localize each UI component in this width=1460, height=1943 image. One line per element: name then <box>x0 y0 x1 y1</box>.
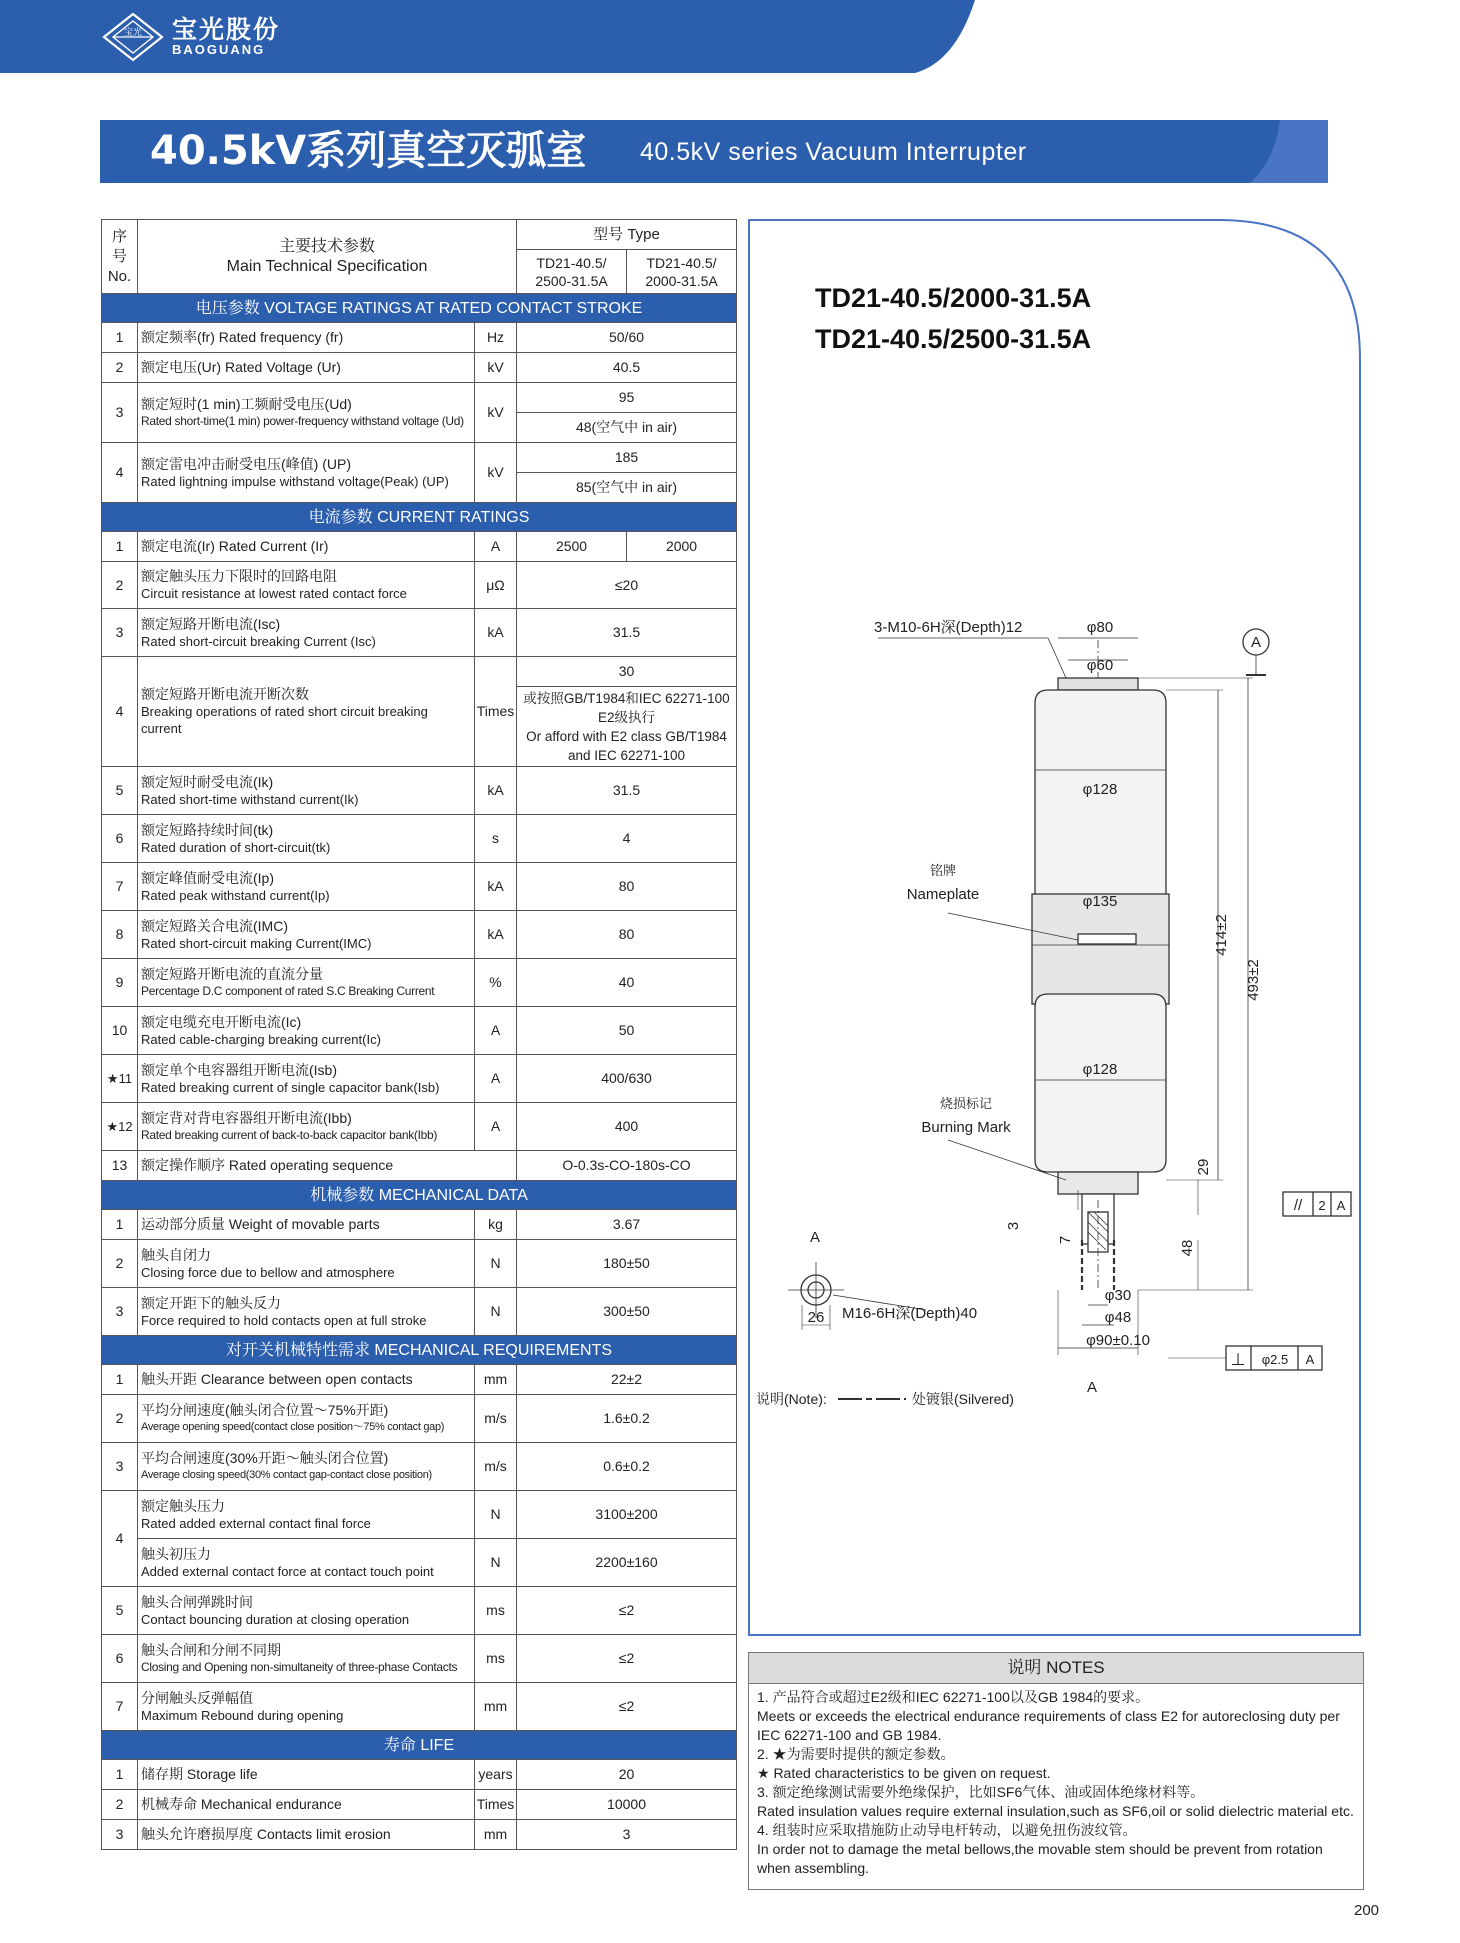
table-row: 2 平均分闸速度(触头闭合位置～75%开距) Average opening speed(contact close position～75% contact gap) m/s 1.6±0.2 <box>102 1395 737 1443</box>
note-1-cn: 1. 产品符合或超过E2级和IEC 62271-100以及GB 1984的要求。 <box>757 1689 1150 1705</box>
type-b-line1: TD21-40.5/ <box>646 254 717 271</box>
notes-box <box>748 1652 1364 1890</box>
note-3-cn: 3. 额定绝缘测试需要外绝缘保护，比如SF6气体、油或固体绝缘材料等。 <box>757 1784 1205 1800</box>
svg-text:宝光: 宝光 <box>123 27 143 37</box>
page-number: 200 <box>1354 1902 1380 1919</box>
col-spec-en: Main Technical Specification <box>226 257 428 275</box>
table-row: 1 额定频率(fr) Rated frequency (fr) Hz 50/60 <box>102 323 737 353</box>
table-row: 7 额定峰值耐受电流(Ip) Rated peak withstand current(Ip) kA 80 <box>102 863 737 911</box>
svg-text:φ2.5: φ2.5 <box>1261 1352 1289 1367</box>
note-1-en: Meets or exceeds the electrical endurance requirements of class E2 for autoreclosing duty per IEC 62271-100 and GB 1984. <box>757 1708 1340 1743</box>
note-2-en: ★ Rated characteristics to be given on request. <box>757 1765 1051 1781</box>
table-row: 3 额定开距下的触头反力 Force required to hold contacts open at full stroke N 300±50 <box>102 1288 737 1336</box>
table-row: 13 额定操作顺序 Rated operating sequence O-0.3s-CO-180s-CO <box>102 1151 737 1181</box>
page-title-en: 40.5kV series Vacuum Interrupter <box>640 138 1027 166</box>
table-row: 5 触头合闸弹跳时间 Contact bouncing duration at closing operation ms ≤2 <box>102 1587 737 1635</box>
table-row: ★12 额定背对背电容器组开断电流(Ibb) Rated breaking current of back-to-back capacitor bank(Ibb) A 400 <box>102 1103 737 1151</box>
type-a-line1: TD21-40.5/ <box>536 254 607 271</box>
table-row: 1 触头开距 Clearance between open contacts mm 22±2 <box>102 1365 737 1395</box>
table-row: 4 额定雷电冲击耐受电压(峰值) (UP) Rated lightning impulse withstand voltage(Peak) (UP) kV 185 <box>102 443 737 473</box>
col-spec-cn: 主要技术参数 <box>279 237 376 255</box>
type-b-line2: 2000-31.5A <box>645 272 718 289</box>
note-2-cn: 2. ★为需要时提供的额定参数。 <box>757 1746 955 1762</box>
note-3-en: Rated insulation values require external insulation,such as SF6,oil or solid dielectric material etc. <box>757 1803 1354 1819</box>
svg-text:处镀银(Silvered): 处镀银(Silvered) <box>912 1391 1014 1407</box>
svg-text:26: 26 <box>807 1309 825 1326</box>
table-row: 6 额定短路持续时间(tk) Rated duration of short-circuit(tk) s 4 <box>102 815 737 863</box>
svg-text:φ135: φ135 <box>1082 893 1118 910</box>
logo-text-en: BAOGUANG <box>172 42 266 57</box>
table-row: 3 额定短路开断电流(Isc) Rated short-circuit breaking Current (Isc) kA 31.5 <box>102 609 737 657</box>
section-voltage: 电压参数 VOLTAGE RATINGS AT RATED CONTACT STROKE <box>102 294 737 323</box>
section-life: 寿命 LIFE <box>102 1731 737 1760</box>
svg-text:A: A <box>809 1229 821 1246</box>
svg-text:3-M10-6H深(Depth)12: 3-M10-6H深(Depth)12 <box>874 619 1023 636</box>
svg-text:48: 48 <box>1179 1239 1196 1257</box>
svg-text:φ128: φ128 <box>1082 1061 1118 1078</box>
table-row: 7 分闸触头反弹幅值 Maximum Rebound during opening mm ≤2 <box>102 1683 737 1731</box>
svg-text:A: A <box>1086 1379 1098 1396</box>
svg-text:3: 3 <box>1005 1221 1022 1231</box>
model-name-1: TD21-40.5/2000-31.5A <box>815 283 1092 313</box>
svg-text:7: 7 <box>1057 1235 1074 1245</box>
logo-text-cn: 宝光股份 <box>172 15 281 44</box>
table-row: ★11 额定单个电容器组开断电流(Isb) Rated breaking current of single capacitor bank(Isb) A 400/630 <box>102 1055 737 1103</box>
svg-text:φ48: φ48 <box>1104 1309 1132 1326</box>
note-4-en: In order not to damage the metal bellows,the movable stem should be prevent from rotation when assembling. <box>757 1841 1323 1876</box>
table-row: 2 机械寿命 Mechanical endurance Times 10000 <box>102 1790 737 1820</box>
table-row: 1 额定电流(Ir) Rated Current (Ir) A 2500 2000 <box>102 532 737 562</box>
table-row: 8 额定短路关合电流(IMC) Rated short-circuit making Current(IMC) kA 80 <box>102 911 737 959</box>
svg-text:M16-6H深(Depth)40: M16-6H深(Depth)40 <box>842 1305 978 1322</box>
col-no-cn: 序号 <box>111 227 127 265</box>
table-row: 10 额定电缆充电开断电流(Ic) Rated cable-charging breaking current(Ic) A 50 <box>102 1007 737 1055</box>
svg-text:说明(Note):: 说明(Note): <box>756 1391 827 1407</box>
svg-text:φ60: φ60 <box>1086 657 1114 674</box>
page-title-cn: 40.5kV系列真空灭弧室 <box>150 128 587 174</box>
note-4-cn: 4. 组装时应采取措施防止动导电杆转动，以避免扭伤波纹管。 <box>757 1822 1137 1838</box>
col-type: 型号 Type <box>517 220 737 250</box>
svg-text:2: 2 <box>1318 1198 1326 1213</box>
table-header-row <box>102 220 737 250</box>
svg-text:29: 29 <box>1195 1158 1212 1176</box>
table-row: 6 触头合闸和分闸不同期 Closing and Opening non-simultaneity of three-phase Contacts ms ≤2 <box>102 1635 737 1683</box>
svg-text:A: A <box>1250 634 1262 651</box>
svg-text:φ80: φ80 <box>1086 619 1114 636</box>
table-row: 2 触头自闭力 Closing force due to bellow and atmosphere N 180±50 <box>102 1240 737 1288</box>
svg-text:φ128: φ128 <box>1082 781 1118 798</box>
type-a-line2: 2500-31.5A <box>535 272 608 289</box>
svg-text:414±2: 414±2 <box>1213 914 1230 956</box>
svg-text:493±2: 493±2 <box>1245 959 1262 1001</box>
svg-text://: // <box>1293 1197 1303 1214</box>
table-row: 3 额定短时(1 min)工频耐受电压(Ud) Rated short-time(1 min) power-frequency withstand voltage (Ud) kV 95 <box>102 383 737 413</box>
company-logo <box>102 12 280 62</box>
section-requirements: 对开关机械特性需求 MECHANICAL REQUIREMENTS <box>102 1336 737 1365</box>
svg-text:烧损标记: 烧损标记 <box>939 1096 993 1111</box>
table-row: 9 额定短路开断电流的直流分量 Percentage D.C component of rated S.C Breaking Current % 40 <box>102 959 737 1007</box>
svg-text:φ90±0.10: φ90±0.10 <box>1086 1332 1150 1349</box>
table-row: 5 额定短时耐受电流(Ik) Rated short-time withstand current(Ik) kA 31.5 <box>102 767 737 815</box>
logo-seal-icon <box>102 12 164 62</box>
spec-table: 序号 No. 主要技术参数 Main Technical Specification 型号 Type TD21-40.5/ 2500-31.5A TD21-40.5/ 2000-31.5A 电压参数 VOLTAGE RATINGS AT RATED CONTACT STROKE 1 额定频率(fr) Rated frequency (fr) Hz 50/60 2 额定电压(Ur) Rated Voltage (Ur) kV 40.5 3 额定短时(1 min)工频耐受电压(Ud) Rated short-time(1 min) power-frequency withstand voltage (Ud) kV 95 48(空气中 in air) 4 额定雷电冲击耐受电压(峰值) (UP) Rated lightning impulse withstand voltage(Peak) (UP) kV 185 85(空气中 in air) 电流参数 CURRENT RATINGS 1 额定电流(Ir) Rated Current (Ir) A 2500 2000 2 额定触头压力下限时的回路电阻 Circuit resistance at lowest rated contact force μΩ ≤20 3 额定短路开断电流(Isc) Rated short-circuit breaking Current (Isc) kA 31.5 4 额定短路开断电流开断次数 Breaking operations of rated short circuit breaking current Times 30 或按照GB/T1984和IEC 62271-100 E2级执行 Or afford with E2 class GB/T1984 and IEC 62271-100 5 额定短时耐受电流(Ik) Rated short-time withstand current(Ik) kA 31.5 6 额定短路持续时间(tk) Rated duration of short-circuit(tk) s 4 7 额定峰值耐受电流(Ip) Rated peak withstand current(Ip) kA 80 8 额定短路关合电流(IMC) Rated short-circuit making Current(IMC) kA 80 9 额定短路开断电流的直流分量 Percentage D.C component of rated S.C Breaking Current % 40 10 额定电缆充电开断电流(Ic) Rated cable-charging breaking current(Ic) A 50 ★11 额定单个电容器组开断电流(Isb) Rated breaking current of single capacitor bank(Isb) A 400/630 ★12 额定背对背电容器组开断电流(Ibb) Rated breaking current of back-to-back capacitor bank(Ibb) A 400 13 额定操作顺序 Rated operating sequence O-0.3s-CO-180s-CO 机械参数 MECHANICAL DATA 1 运动部分质量 Weight of movable parts kg 3.67 2 触头自闭力 Closing force due to bellow and atmosphere N 180±50 3 额定开距下的触头反力 Force required to hold contacts open at full stroke N 300±50 对开关机械特性需求 MECHANICAL REQUIREMENTS 1 触头开距 Clearance between open contacts mm 22±2 2 平均分闸速度(触头闭合位置～75%开距) Average opening speed(contact close position～75% contact gap) m/s 1.6±0.2 3 平均合闸速度(30%开距～触头闭合位置) Average closing speed(30% contact gap-contact close position) m/s 0.6±0.2 4 额定触头压力 Rated added external contact final force N 3100±200 触头初压力 Added external contact force at contact touch point N 2200±160 5 触头合闸弹跳时间 Contact bouncing duration at closing operation ms ≤2 6 触头合闸和分闸不同期 Closing and Opening non-simultaneity of three-phase Contacts ms ≤2 7 分闸触头反弹幅值 Maximum Rebound during opening mm ≤2 寿命 LIFE 1 储存期 Storage life years 20 2 机械寿命 Mechanical endurance Times 10000 3 触头允许磨损厚度 Contacts limit erosion mm 3 <box>101 219 737 1850</box>
svg-text:A: A <box>1336 1198 1346 1213</box>
model-name-2: TD21-40.5/2500-31.5A <box>815 324 1092 354</box>
col-no-en: No. <box>107 267 132 285</box>
table-row: 4 额定短路开断电流开断次数 Breaking operations of rated short circuit breaking current Times 30 <box>102 657 737 687</box>
svg-text:铭牌: 铭牌 <box>929 863 957 878</box>
svg-text:A: A <box>1305 1352 1315 1367</box>
table-row: 4 额定触头压力 Rated added external contact final force N 3100±200 <box>102 1491 737 1539</box>
section-mechanical: 机械参数 MECHANICAL DATA <box>102 1181 737 1210</box>
table-row: 2 额定电压(Ur) Rated Voltage (Ur) kV 40.5 <box>102 353 737 383</box>
svg-text:Burning Mark: Burning Mark <box>921 1119 1011 1136</box>
svg-text:⊥: ⊥ <box>1230 1350 1246 1369</box>
table-row: 触头初压力 Added external contact force at contact touch point N 2200±160 <box>102 1539 737 1587</box>
svg-text:Nameplate: Nameplate <box>906 886 980 903</box>
table-row: 2 额定触头压力下限时的回路电阻 Circuit resistance at lowest rated contact force μΩ ≤20 <box>102 562 737 609</box>
interrupter-drawing <box>748 600 1362 1420</box>
svg-text:φ30: φ30 <box>1104 1287 1132 1304</box>
table-row: 1 运动部分质量 Weight of movable parts kg 3.67 <box>102 1210 737 1240</box>
table-row: 3 平均合闸速度(30%开距～触头闭合位置) Average closing speed(30% contact gap-contact close position) m/s 0.6±0.2 <box>102 1443 737 1491</box>
notes-title: 说明 NOTES <box>749 1653 1363 1684</box>
section-current: 电流参数 CURRENT RATINGS <box>102 503 737 532</box>
table-row: 1 储存期 Storage life years 20 <box>102 1760 737 1790</box>
table-row: 3 触头允许磨损厚度 Contacts limit erosion mm 3 <box>102 1820 737 1850</box>
